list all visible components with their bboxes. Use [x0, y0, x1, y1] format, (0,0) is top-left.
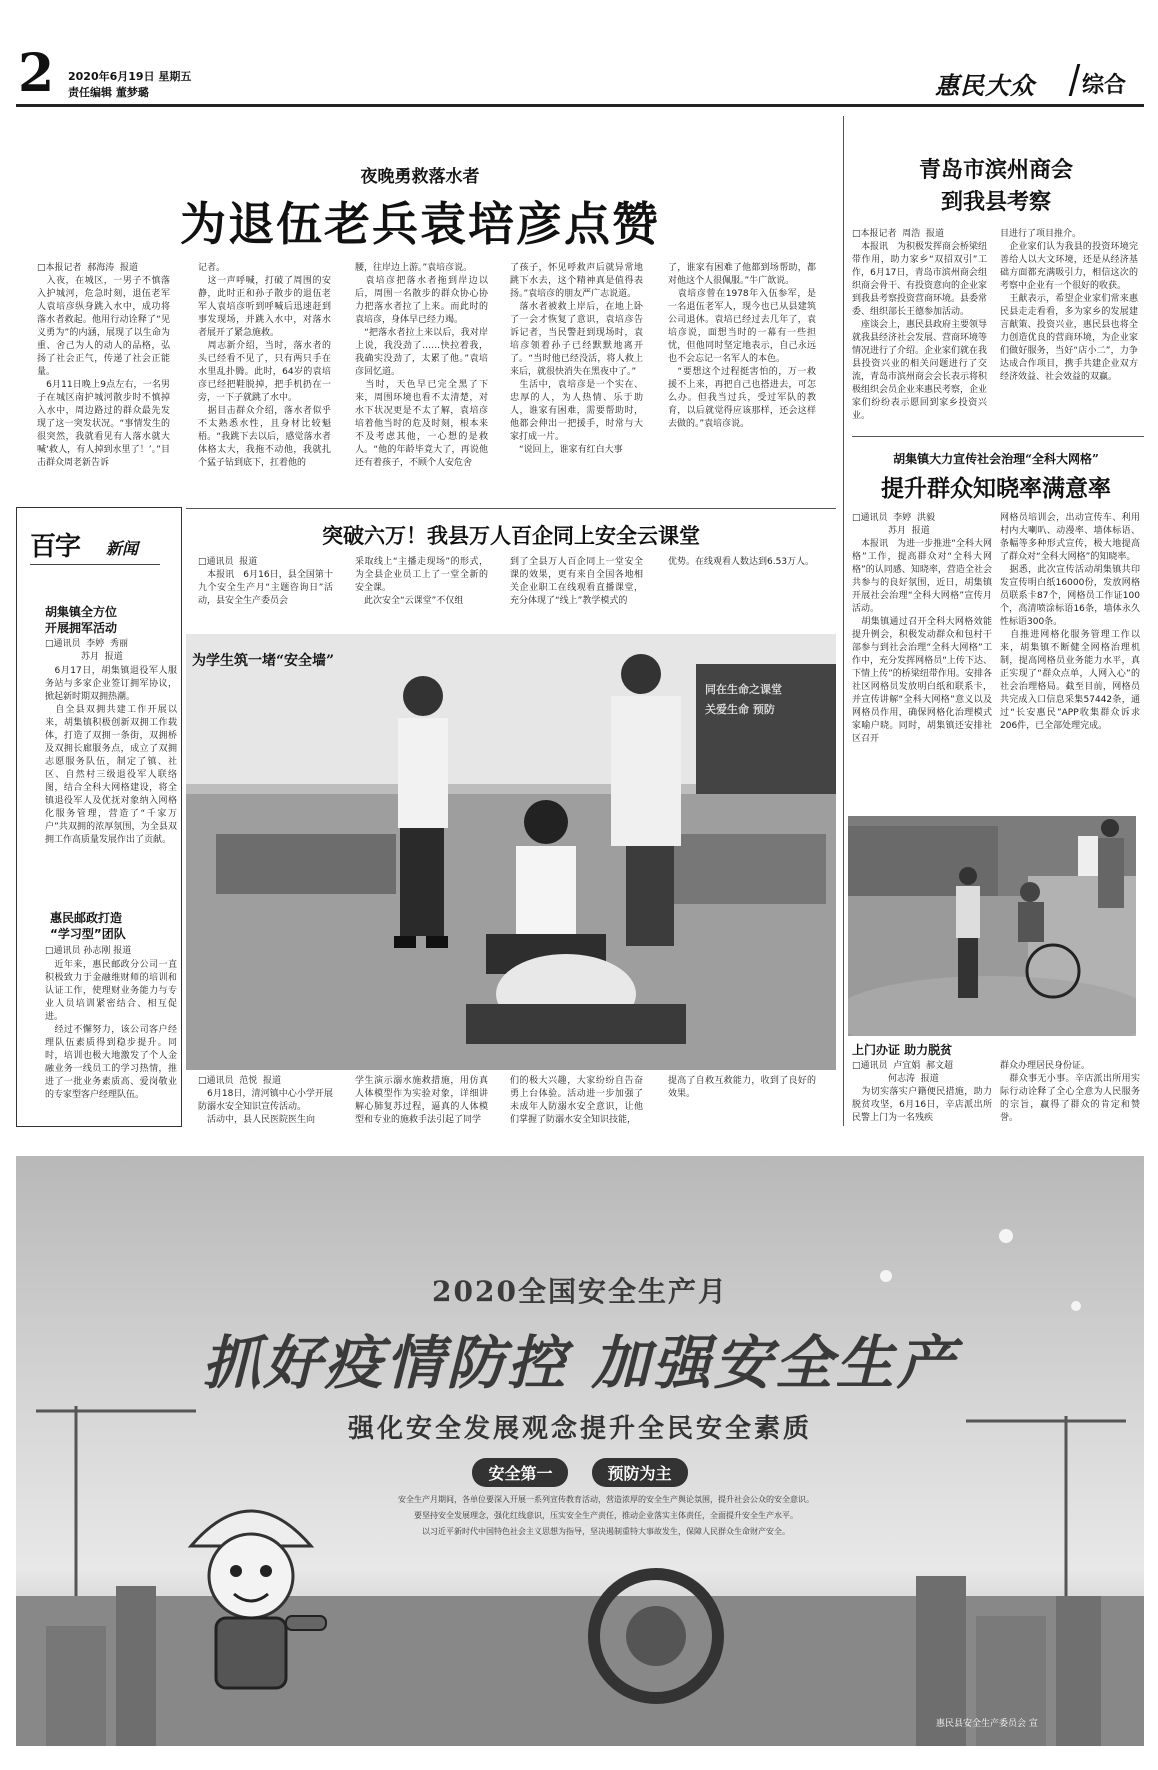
- section-name: 综合: [1082, 72, 1127, 98]
- article3-kicker: 胡集镇大力宣传社会治理“全科大网格”: [893, 452, 1099, 466]
- article4-col-2: 采取线上“主播走现场”的形式，为全县企业员工上了一堂全新的安全课。 此次安全“云课堂”不仅组: [355, 557, 488, 606]
- sidebar-item2-body: 近年来，惠民邮政分公司一直积极致力于金融维财师的培训和认证工作，使理财业务能力与专业人员培训紧密结合、相互促进。 经过不懈努力，该公司客户经理队伍素质得到稳步提升。同时，培训也极大地激发了个人金融业务一线员工的学习热情，推进了一批业务素质高、爱岗敬业的专家型客户经理队伍。: [45, 960, 177, 1100]
- article3-col-1: □通讯员 李婷 洪毅 苏月 报道 本报讯 为进一步推进“全科大网格”工作，提高群众对“全科大网格”的认同感、知晓率，营造全社会共参与的良好氛围，近日，胡集镇开展社会治理“全科大网格”宣传月活动。 胡集镇通过召开全科大网格效能提升例会，积极发动群众和包村干部参与到社会治理“全科大网格”工作中，充分发挥网格员“上传下达、下情上传”的桥梁纽带作用。安排各社区网格员发放明白纸和联系卡，并宣传讲解“全科大网格”意义以及网格员作用，确保网格化治理模式家喻户晓。同时，胡集镇还安排社区召开: [852, 513, 992, 744]
- ad-badge-row: [16, 1458, 1144, 1487]
- brand-name: 惠民大众: [935, 71, 1035, 100]
- ad-title: 2020全国安全生产月: [432, 1275, 728, 1308]
- article5-col-2: 学生演示溺水施救措施，用仿真人体模型作为实验对象，详细讲解心肺复苏过程，逼真的人体模型和专业的施救手法引起了同学: [355, 1076, 488, 1125]
- article2-col-1: □本报记者 周浩 报道 本报讯 为积极发挥商会桥梁纽带作用，助力家乡“双招双引”工作，6月17日，青岛市滨州商会组织商会骨干、有投资意向的企业家到我县考察投资营商环境。县委常委、组织部长王德参加活动。 座谈会上，惠民县政府主要领导就我县经济社会发展、营商环境等情况进行了介绍。企业家们就在我县投资兴业的相关问题进行了交流，青岛市滨州商会会长表示将积极组织会员企业来惠民考察，企业家们纷纷表示愿回到家乡投资兴业。: [852, 229, 987, 421]
- article6-col-2: 群众办理居民身份证。 群众事无小事。辛店派出所用实际行动诠释了全心全意为人民服务的宗旨，赢得了群众的肯定和赞誉。: [1000, 1061, 1140, 1122]
- ad-small-text-3: 以习近平新时代中国特色社会主义思想为指导，坚决遏制重特大事故发生，保障人民群众生命财产安全。: [422, 1527, 790, 1536]
- sidebar-item1-title: 胡集镇全方位 开展拥军活动: [45, 605, 118, 635]
- article5-col-1: □通讯员 范悦 报道 6月18日，清河镇中心小学开展防溺水安全知识宣传活动。 活动中，县人民医院医生向: [198, 1076, 333, 1125]
- article6-col-1: □通讯员 卢宜娟 郝文超 何志涛 报道 为切实落实户籍便民措施，助力脱贫攻坚，6月16日，辛店派出所民警上门为一名残疾: [852, 1061, 992, 1122]
- sidebar-item2-byline: □通讯员 孙志刚 报道: [45, 946, 132, 956]
- ad-subtitle: 强化安全发展观念提升全民安全素质: [347, 1414, 812, 1444]
- article3-title: 提升群众知晓率满意率: [881, 475, 1111, 502]
- page-date: 2020年6月19日 星期五: [68, 70, 192, 83]
- vertical-divider: [843, 116, 844, 1126]
- ad-badge-safety-first: 安全第一: [472, 1458, 568, 1487]
- brand-divider: [1069, 64, 1081, 96]
- sidebar-item2-title: 惠民邮政打造 “学习型”团队: [50, 911, 126, 941]
- article5-board-text: 同在生命之课堂 关爱生命 预防: [705, 683, 782, 716]
- article5-col-4: 提高了自救互救能力，收到了良好的效果。: [668, 1076, 816, 1099]
- sidebar-logo: [30, 526, 180, 566]
- ad-slogan: 抓好疫情防控 加强安全生产: [202, 1329, 958, 1397]
- article4-col-1: □通讯员 报道 本报讯 6月16日，县全国第十九个安全生产月“主题咨询日”活动，县安全生产委员会: [198, 557, 333, 606]
- article4-title: 突破六万！我县万人百企同上安全云课堂: [322, 523, 700, 548]
- article4-rule: [186, 508, 836, 509]
- sidebar-item1-body: 6月17日，胡集镇退役军人服务站与多家企业签订拥军协议，掀起新时期双拥热潮。 自全县双拥共建工作开展以来，胡集镇积极创新双拥工作载体，打造了双拥一条街，双拥桥及双拥长廊服务点，成立了双拥志愿服务队伍，制定了镇、社区、自然村三级退役军人联络图，结合全科大网格建设，将全镇退役军人及优抚对象纳入网格化服务管理，营造了“千家万户”共双拥的浓厚氛围，为全县双拥工作高质量发展作出了贡献。: [45, 666, 177, 845]
- header-rule: [16, 104, 1144, 107]
- article6-photo: [848, 816, 1136, 1036]
- article1-col-5: 了，谁家有困难了他都到场帮助，都对他这个人很佩服。”牛广歆说。 袁培彦曾在1978年入伍参军，是一名退伍老军人，现今也已从县建筑公司退休。袁培已经过去几年了，袁培彦说，面想当时的一幕有一些担忧，但他同时坚定地表示，自己永远也不会忘记一名军人的本色。 “要想这个过程挺害怕的，万一救援不上来，再把自己也搭进去，可怎么办。但我当过兵，受过军队的教育，以后就觉得应该那样，还会这样去做的。”袁培彦说。: [668, 263, 816, 429]
- sidebar-logo-b: 新闻: [106, 539, 139, 558]
- article5-caption: 为学生筑一堵“安全墙”: [192, 653, 335, 669]
- sidebar-logo-underline: [30, 564, 160, 565]
- ad-small-text-2: 要坚持安全发展理念，强化红线意识，压实安全生产责任，推动企业落实主体责任，全面提升安全生产水平。: [414, 1511, 798, 1520]
- article4-col-3: 到了全县万人百企同上一堂安全课的效果，更有来自全国各地相关企业职工在线观看直播课堂，充分体现了“线上”教学模式的: [510, 557, 643, 606]
- ad-footer: 惠民县安全生产委员会 宣: [936, 1719, 1038, 1729]
- article1-col-4: 了孩子，怀见呼救声后就异常地跳下水去，这个精神真是值得表扬。”袁培彦的朋友严广志说道。 落水者被救上岸后，在地上卧了一会才恢复了意识，袁培彦告诉记者，当民警赶到现场时，袁培彦领着孙子已经默默地离开了。“当时他已经没活，将人救上来后，就很快消失在黑夜中了。” 生活中，袁培彦是一个实在、忠厚的人，为人热情、乐于助人，谁家有困难，需要帮助时，他都会伸出一把援手，时常与大家打成一片。 “说回上，谁家有红白大事: [510, 263, 643, 455]
- article4-col-4: 优势。在线观看人数达到6.53万人。: [668, 557, 815, 567]
- article1-col-2: 记者。 这一声呼喊，打破了周围的安静，此时正和孙子散步的退伍老军人袁培彦听到呼喊后迅速赶到事发现场，并跳入水中，对落水者展开了紧急施救。 周志新介绍，当时，落水者的头已经看不见了，只有两只手在水里乱扑腾。此时，64岁的袁培彦已经把鞋脱掉，把手机扔在一旁，一下子就跳了水中。 据目击群众介绍，落水者似乎不太熟悉水性，且身材比较魁梧。“我跳下去以后，感觉落水者体格太大，我拖不动他，我就扎个猛子钻到底下，扛着他的: [198, 263, 331, 468]
- article1-title: 为退伍老兵袁培彦点赞: [180, 197, 660, 251]
- article1-col-1: □本报记者 郝海涛 报道 入夜，在城区，一男子不慎落入护城河，危急时刻，退伍老军人袁培彦纵身跳入水中，成功将落水者救起。他用行动诠释了“见义勇为”的内涵，展现了以生命为重、舍己为人的动人的品格，弘扬了社会正气，传递了社会正能量。 6月11日晚上9点左右，一名男子在城区南护城河散步时不慎掉入水中，周边路过的群众最先发现了这一突发状况。“事情发生的很突然，我就看见有人落水就大喊‘救人，有人掉到水里了！’。”目击群众周老新告诉: [37, 263, 170, 468]
- safety-ad-banner: [16, 1156, 1144, 1746]
- page-number: 2: [18, 43, 55, 104]
- article2-rule: [852, 436, 1144, 437]
- page-editor: 责任编辑 董梦璐: [68, 86, 149, 99]
- article5-col-3: 们的极大兴趣，大家纷纷自告奋勇上台体验。活动进一步加强了未成年人防溺水安全意识，让他们掌握了防溺水安全知识技能，: [510, 1076, 643, 1125]
- article1-col-3: 腰，往岸边上游。”袁培彦说。 袁培彦把落水者拖到岸边以后，周围一名散步的群众协心协力把落水者拉了上来。而此时的袁培彦，身体早已经力竭。 “把落水者拉上来以后，我对岸上说，我没劲了……快拉着我，我确实没劲了，太累了他。”袁培彦回忆道。 当时，天色早已完全黑了下来，周围环境也看不太清楚，对水下状况更是不太了解，袁培彦培着他当时的危及时刻，根本来不及考虑其他，一心想的是救人。“他的年龄毕竟大了，再说他还有着孩子，不顾个人安危舍: [355, 263, 488, 468]
- ad-small-text-1: 安全生产月期间，各单位要深入开展一系列宣传教育活动，营造浓厚的安全生产舆论氛围，提升社会公众的安全意识。: [398, 1495, 814, 1504]
- ad-badge-prevention: 预防为主: [592, 1458, 688, 1487]
- article2-col-2: 目进行了项目推介。 企业家们认为我县的投资环境完善给人以大文环境，还是从经济基础方面都充满吸引力，相信这次的考察中企业有一个很好的收获。 王献表示，希望企业家们常来惠民县走走看看，多为家乡的发展建言献策、投资兴业，惠民县也将全力创造优良的营商环境，为企业家们做好服务，当好“店小二”，力争达成合作项目，携手共建企业双方经济效益、社会效益的双赢。: [1000, 229, 1138, 382]
- article3-col-2: 网格员培训会，出动宣传车、利用村内大喇叭、动漫率、墙体标语、条幅等多种形式宣传，极大地提高了群众对“全科大网格”的知晓率。 据悉，此次宣传活动胡集镇共印发宣传明白纸16000份，发放网格员联系卡87个，网格员工作证100个，高清喷涂标语16条，墙体永久性标语300条。 自推进网格化服务管理工作以来，胡集镇不断健全网格治理机制，提高网格员业务能力水平，真正实现了“群众点单，人网入心”的社会治理格局。截至目前，网格员共完成入口信息采集57442条，通过“长安惠民”APP收集群众诉求206件，已全部处理完成。: [1000, 513, 1140, 731]
- article1-kicker: 夜晚勇救落水者: [360, 167, 480, 187]
- sidebar-logo-a: 百字: [30, 532, 81, 562]
- sidebar-item1-byline: □通讯员 李婷 秀丽 苏月 报道: [45, 639, 128, 662]
- outdoor-scene-image: [848, 816, 1136, 1036]
- article6-caption: 上门办证 助力脱贫: [852, 1043, 953, 1057]
- article2-title: 青岛市滨州商会 到我县考察: [918, 157, 1073, 215]
